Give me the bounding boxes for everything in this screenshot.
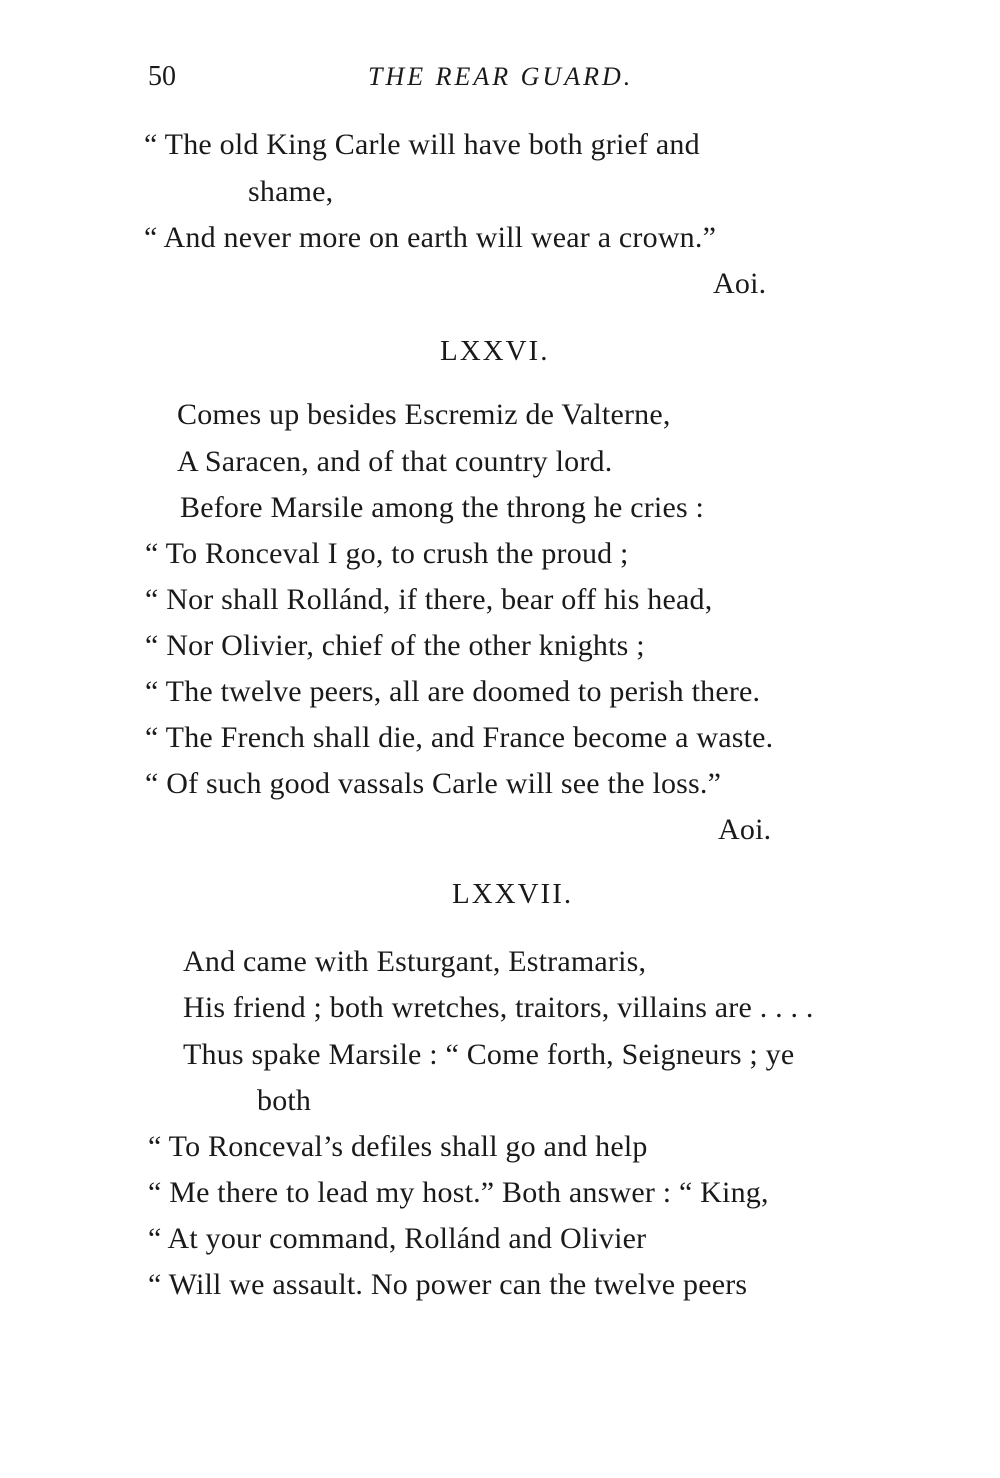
verse-line: His friend ; both wretches, traitors, villains are . . . .: [183, 991, 814, 1024]
verse-line: “ Will we assault. No power can the twelve peers: [148, 1268, 748, 1301]
verse-line: “ To Ronceval I go, to crush the proud ;: [145, 537, 629, 570]
verse-line: A Saracen, and of that country lord.: [177, 445, 613, 478]
verse-line: Comes up besides Escremiz de Valterne,: [177, 398, 671, 431]
verse-line: “ To Ronceval’s defiles shall go and help: [148, 1130, 648, 1163]
verse-line: “ And never more on earth will wear a crown.”: [144, 221, 717, 254]
verse-line: both: [257, 1084, 312, 1117]
verse-line: “ Nor shall Rollánd, if there, bear off his head,: [145, 583, 713, 616]
refrain-aoi: Aoi.: [713, 267, 767, 300]
section-heading: LXXVII.: [452, 878, 574, 910]
verse-line: “ Nor Olivier, chief of the other knights ;: [145, 629, 645, 662]
verse-line: “ The twelve peers, all are doomed to perish there.: [145, 675, 761, 708]
verse-line: Thus spake Marsile : “ Come forth, Seigneurs ; ye: [183, 1038, 795, 1071]
running-title: THE REAR GUARD.: [368, 62, 634, 91]
verse-line: “ The old King Carle will have both grief and: [144, 128, 700, 161]
refrain-aoi: Aoi.: [718, 813, 772, 846]
verse-line: shame,: [248, 175, 334, 208]
verse-line: Before Marsile among the throng he cries :: [180, 491, 705, 524]
verse-line: And came with Esturgant, Estramaris,: [183, 945, 647, 978]
verse-line: “ At your command, Rollánd and Olivier: [148, 1222, 647, 1255]
verse-line: “ The French shall die, and France become a waste.: [145, 721, 774, 754]
section-heading: LXXVI.: [440, 335, 550, 367]
verse-line: “ Of such good vassals Carle will see the loss.”: [145, 767, 722, 800]
page-number: 50: [148, 61, 176, 92]
verse-line: “ Me there to lead my host.” Both answer : “ King,: [148, 1176, 769, 1209]
